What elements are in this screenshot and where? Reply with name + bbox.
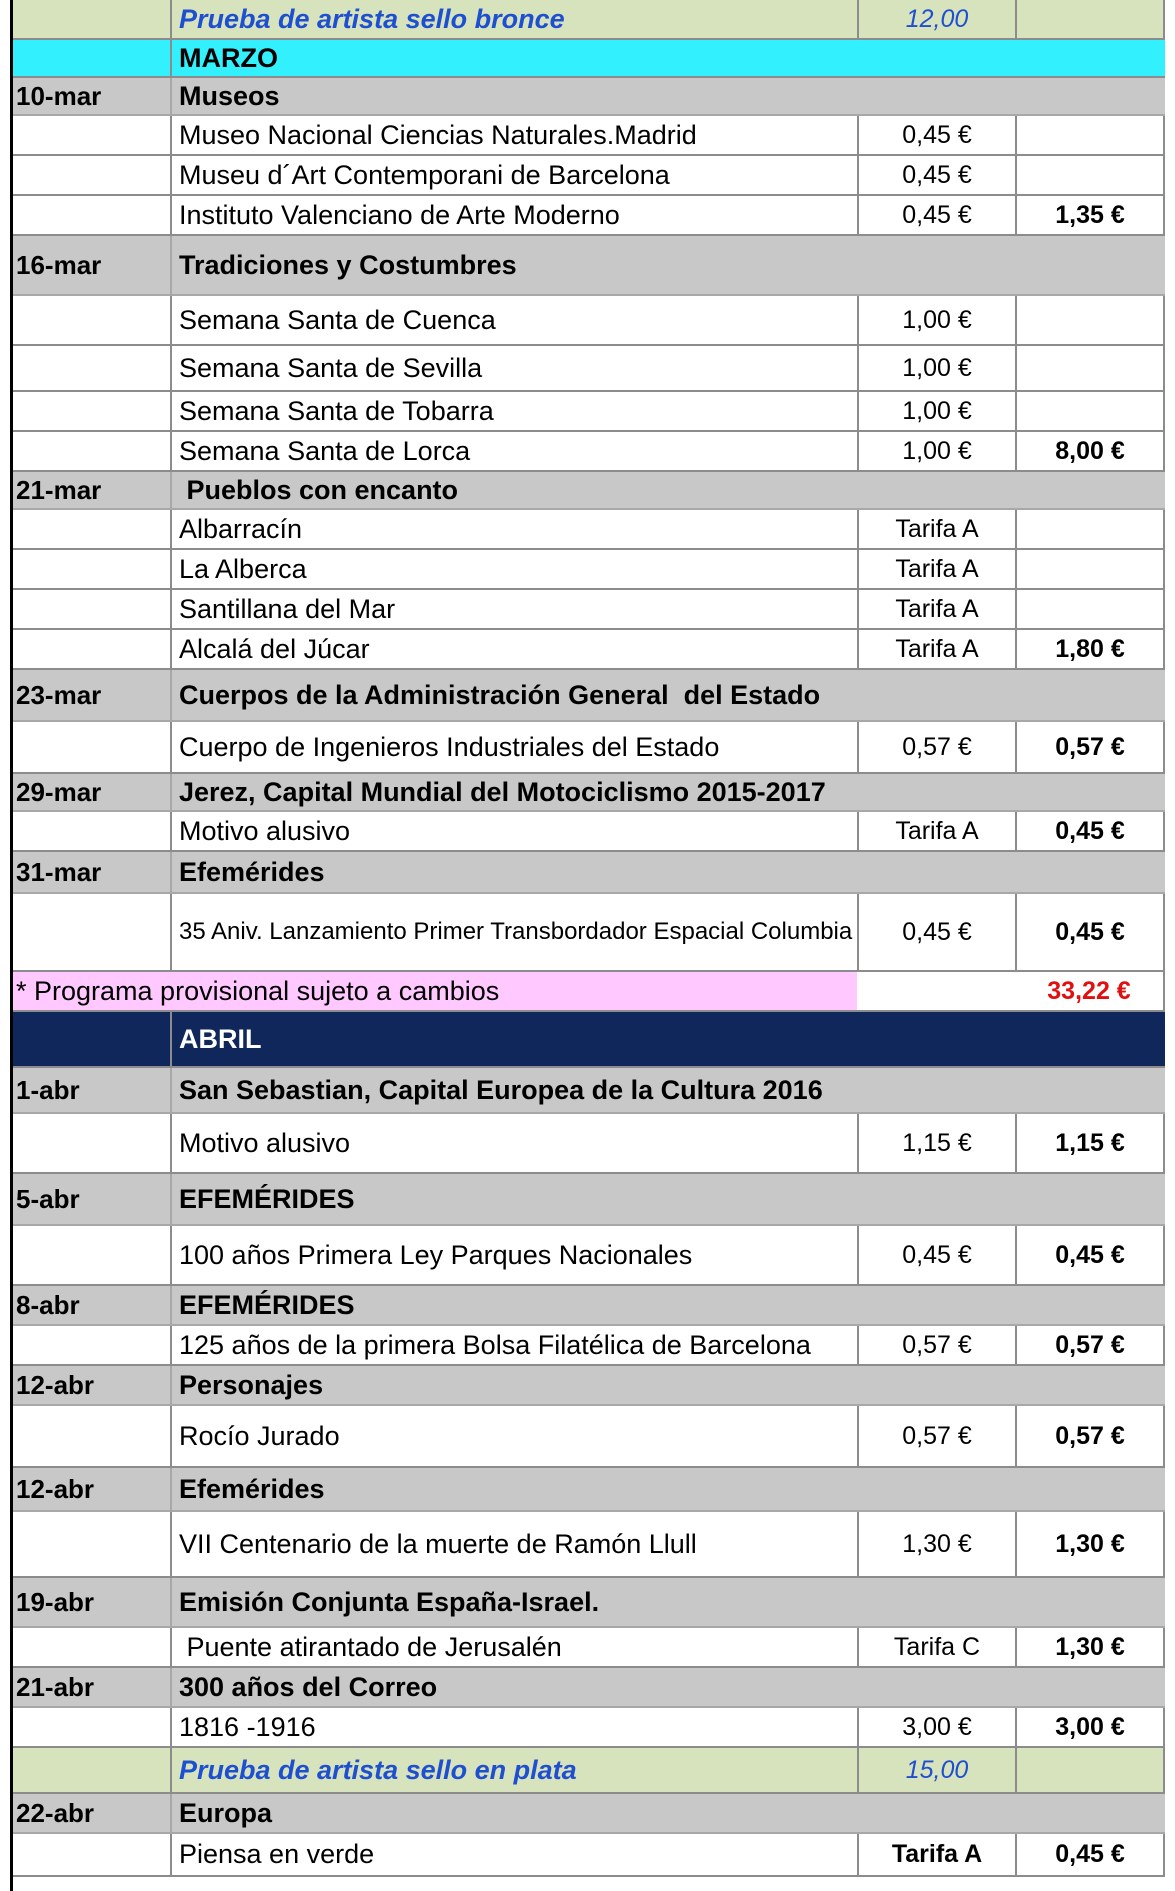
name-cell: Motivo alusivo bbox=[170, 1114, 857, 1172]
total-cell: 0,45 € bbox=[1015, 1834, 1165, 1875]
date-cell: 22-abr bbox=[16, 1797, 95, 1828]
provisional-note: * Programa provisional sujeto a cambios bbox=[10, 972, 857, 1010]
table-row bbox=[10, 550, 1165, 590]
name-cell: 100 años Primera Ley Parques Nacionales bbox=[170, 1226, 857, 1284]
name-cell: EFEMÉRIDES bbox=[170, 1174, 857, 1224]
name-cell: Semana Santa de Cuenca bbox=[170, 296, 857, 344]
name-cell: Prueba de artista sello bronce bbox=[170, 0, 857, 38]
name-cell: VII Centenario de la muerte de Ramón Llull bbox=[170, 1512, 857, 1576]
table-row bbox=[10, 812, 1165, 852]
proof-row bbox=[10, 0, 1165, 40]
section-row bbox=[10, 1366, 1165, 1406]
date-cell bbox=[10, 630, 170, 668]
date-cell bbox=[10, 1708, 170, 1746]
total-cell bbox=[1015, 1468, 1165, 1510]
price-cell bbox=[857, 1366, 1015, 1404]
date-cell bbox=[10, 40, 170, 76]
price-cell bbox=[857, 1286, 1015, 1324]
total-cell bbox=[1015, 1174, 1165, 1224]
table-row bbox=[10, 1708, 1165, 1748]
table-row bbox=[10, 196, 1165, 236]
date-cell bbox=[10, 392, 170, 430]
section-row bbox=[10, 1068, 1165, 1114]
table-row bbox=[10, 630, 1165, 670]
total-cell: 1,15 € bbox=[1015, 1114, 1165, 1172]
name-cell: Jerez, Capital Mundial del Motociclismo 2015-2017 bbox=[170, 774, 857, 810]
name-cell: Puente atirantado de Jerusalén bbox=[170, 1628, 857, 1666]
table-row bbox=[10, 1628, 1165, 1668]
price-cell bbox=[857, 1012, 1015, 1066]
total-cell bbox=[1015, 472, 1165, 508]
price-cell bbox=[857, 1794, 1015, 1832]
price-cell: 0,57 € bbox=[857, 1326, 1015, 1364]
table-row bbox=[10, 392, 1165, 432]
name-cell: Museo Nacional Ciencias Naturales.Madrid bbox=[170, 116, 857, 154]
name-cell: Tradiciones y Costumbres bbox=[170, 236, 857, 294]
table-row bbox=[10, 1512, 1165, 1578]
total-cell bbox=[1015, 40, 1165, 76]
total-cell bbox=[1015, 156, 1165, 194]
date-cell bbox=[10, 590, 170, 628]
price-cell: 15,00 bbox=[857, 1748, 1015, 1792]
total-cell bbox=[1015, 392, 1165, 430]
total-cell bbox=[1015, 78, 1165, 114]
name-cell: 35 Aniv. Lanzamiento Primer Transbordador Espacial Columbia bbox=[170, 894, 857, 970]
price-cell bbox=[857, 236, 1015, 294]
name-cell: Emisión Conjunta España-Israel. bbox=[170, 1578, 857, 1626]
total-cell: 0,57 € bbox=[1015, 1326, 1165, 1364]
total-cell: 0,45 € bbox=[1015, 812, 1165, 850]
table-row bbox=[10, 894, 1165, 972]
price-cell: Tarifa A bbox=[857, 590, 1015, 628]
total-cell: 1,30 € bbox=[1015, 1628, 1165, 1666]
name-cell: Efemérides bbox=[170, 1468, 857, 1510]
table-row bbox=[10, 1406, 1165, 1468]
price-cell: 1,00 € bbox=[857, 346, 1015, 390]
grand-total: 33,22 € bbox=[1015, 972, 1165, 1010]
price-cell: 0,45 € bbox=[857, 196, 1015, 234]
proof-row bbox=[10, 1748, 1165, 1794]
name-cell: Santillana del Mar bbox=[170, 590, 857, 628]
date-cell bbox=[10, 1406, 170, 1466]
price-cell bbox=[857, 472, 1015, 508]
total-cell bbox=[1015, 0, 1165, 38]
date-cell bbox=[10, 1226, 170, 1284]
name-cell: Semana Santa de Lorca bbox=[170, 432, 857, 470]
table-row bbox=[10, 346, 1165, 392]
price-cell bbox=[857, 1668, 1015, 1706]
date-cell bbox=[10, 722, 170, 772]
total-cell bbox=[1015, 1366, 1165, 1404]
price-cell bbox=[857, 852, 1015, 892]
price-cell: 0,45 € bbox=[857, 116, 1015, 154]
name-cell: Pueblos con encanto bbox=[170, 472, 857, 508]
date-cell bbox=[10, 1834, 170, 1875]
table-row bbox=[10, 722, 1165, 774]
price-cell: 0,57 € bbox=[857, 1406, 1015, 1466]
section-row bbox=[10, 1794, 1165, 1834]
name-cell: Prueba de artista sello en plata bbox=[170, 1748, 857, 1792]
total-cell bbox=[1015, 852, 1165, 892]
price-cell: Tarifa A bbox=[857, 1834, 1015, 1875]
date-cell bbox=[10, 1512, 170, 1576]
section-row bbox=[10, 1578, 1165, 1628]
month-header-row bbox=[10, 1012, 1165, 1068]
table-row bbox=[10, 1114, 1165, 1174]
date-cell bbox=[10, 812, 170, 850]
month-header-row bbox=[10, 40, 1165, 78]
name-cell: ABRIL bbox=[170, 1012, 857, 1066]
name-cell: Museos bbox=[170, 78, 857, 114]
total-cell bbox=[1015, 1286, 1165, 1324]
date-cell bbox=[10, 116, 170, 154]
total-cell bbox=[1015, 236, 1165, 294]
table-row bbox=[10, 1834, 1165, 1877]
date-cell bbox=[10, 0, 170, 38]
section-row bbox=[10, 1174, 1165, 1226]
total-cell bbox=[1015, 1012, 1165, 1066]
price-cell: 0,45 € bbox=[857, 156, 1015, 194]
total-cell: 0,57 € bbox=[1015, 1406, 1165, 1466]
section-row bbox=[10, 852, 1165, 894]
price-cell bbox=[857, 1578, 1015, 1626]
price-cell: 3,00 € bbox=[857, 1708, 1015, 1746]
price-cell bbox=[857, 78, 1015, 114]
table-row bbox=[10, 1226, 1165, 1286]
name-cell: EFEMÉRIDES bbox=[170, 1286, 857, 1324]
name-cell: 125 años de la primera Bolsa Filatélica de Barcelona bbox=[170, 1326, 857, 1364]
name-cell: Semana Santa de Tobarra bbox=[170, 392, 857, 430]
date-cell: 1-abr bbox=[16, 1074, 80, 1105]
table-row bbox=[10, 590, 1165, 630]
total-cell bbox=[1015, 1748, 1165, 1792]
date-cell bbox=[10, 550, 170, 588]
section-row bbox=[10, 236, 1165, 296]
price-cell: Tarifa C bbox=[857, 1628, 1015, 1666]
price-cell bbox=[857, 670, 1015, 720]
date-cell bbox=[10, 196, 170, 234]
total-cell: 3,00 € bbox=[1015, 1708, 1165, 1746]
name-cell: La Alberca bbox=[170, 550, 857, 588]
note-row bbox=[10, 972, 1165, 1012]
total-cell bbox=[1015, 550, 1165, 588]
sheet-left-border bbox=[10, 0, 13, 1891]
price-cell bbox=[857, 1174, 1015, 1224]
total-cell bbox=[1015, 346, 1165, 390]
date-cell: 16-mar bbox=[16, 249, 102, 280]
date-cell bbox=[10, 510, 170, 548]
date-cell bbox=[10, 1628, 170, 1666]
price-cell bbox=[857, 1468, 1015, 1510]
date-cell bbox=[10, 432, 170, 470]
total-cell bbox=[1015, 1068, 1165, 1112]
date-cell bbox=[10, 346, 170, 390]
table-row bbox=[10, 432, 1165, 472]
table-row bbox=[10, 1326, 1165, 1366]
date-cell: 29-mar bbox=[16, 776, 102, 807]
section-row bbox=[10, 1668, 1165, 1708]
total-cell: 0,57 € bbox=[1015, 722, 1165, 772]
name-cell: Efemérides bbox=[170, 852, 857, 892]
name-cell: Instituto Valenciano de Arte Moderno bbox=[170, 196, 857, 234]
price-cell: 1,00 € bbox=[857, 432, 1015, 470]
date-cell bbox=[10, 296, 170, 344]
price-cell: 1,30 € bbox=[857, 1512, 1015, 1576]
price-cell: 1,00 € bbox=[857, 392, 1015, 430]
total-cell bbox=[1015, 510, 1165, 548]
date-cell: 10-mar bbox=[16, 80, 102, 111]
date-cell: 12-abr bbox=[16, 1369, 95, 1400]
price-cell: Tarifa A bbox=[857, 550, 1015, 588]
date-cell bbox=[10, 1114, 170, 1172]
price-cell: 1,00 € bbox=[857, 296, 1015, 344]
price-cell bbox=[857, 40, 1015, 76]
price-cell bbox=[857, 774, 1015, 810]
total-cell bbox=[1015, 116, 1165, 154]
name-cell: Semana Santa de Sevilla bbox=[170, 346, 857, 390]
date-cell: 8-abr bbox=[16, 1289, 80, 1320]
total-cell bbox=[1015, 774, 1165, 810]
date-cell bbox=[10, 156, 170, 194]
date-cell: 12-abr bbox=[16, 1473, 95, 1504]
date-cell: 31-mar bbox=[16, 856, 102, 887]
date-cell: 23-mar bbox=[16, 679, 102, 710]
total-cell: 0,45 € bbox=[1015, 894, 1165, 970]
total-cell bbox=[1015, 670, 1165, 720]
price-cell: 1,15 € bbox=[857, 1114, 1015, 1172]
name-cell: Museu d´Art Contemporani de Barcelona bbox=[170, 156, 857, 194]
date-cell bbox=[10, 1748, 170, 1792]
total-cell bbox=[1015, 296, 1165, 344]
name-cell: MARZO bbox=[170, 40, 857, 76]
price-cell: 12,00 bbox=[857, 0, 1015, 38]
total-cell: 0,45 € bbox=[1015, 1226, 1165, 1284]
total-cell bbox=[1015, 1668, 1165, 1706]
total-cell: 1,30 € bbox=[1015, 1512, 1165, 1576]
price-cell: 0,57 € bbox=[857, 722, 1015, 772]
date-cell bbox=[10, 1326, 170, 1364]
name-cell: Rocío Jurado bbox=[170, 1406, 857, 1466]
table-row bbox=[10, 116, 1165, 156]
name-cell: Albarracín bbox=[170, 510, 857, 548]
section-row bbox=[10, 670, 1165, 722]
name-cell: Cuerpos de la Administración General del Estado bbox=[170, 670, 857, 720]
total-cell bbox=[1015, 1794, 1165, 1832]
name-cell: Piensa en verde bbox=[170, 1834, 857, 1875]
total-cell: 1,35 € bbox=[1015, 196, 1165, 234]
stamp-schedule-table bbox=[10, 0, 1165, 1877]
price-cell: 0,45 € bbox=[857, 1226, 1015, 1284]
total-cell: 1,80 € bbox=[1015, 630, 1165, 668]
section-row bbox=[10, 1468, 1165, 1512]
section-row bbox=[10, 774, 1165, 812]
section-row bbox=[10, 472, 1165, 510]
date-cell: 5-abr bbox=[16, 1183, 80, 1214]
name-cell: 300 años del Correo bbox=[170, 1668, 857, 1706]
name-cell: Cuerpo de Ingenieros Industriales del Estado bbox=[170, 722, 857, 772]
price-cell bbox=[857, 1068, 1015, 1112]
name-cell: Europa bbox=[170, 1794, 857, 1832]
table-row bbox=[10, 156, 1165, 196]
total-cell bbox=[1015, 590, 1165, 628]
name-cell: 1816 -1916 bbox=[170, 1708, 857, 1746]
name-cell: San Sebastian, Capital Europea de la Cultura 2016 bbox=[170, 1068, 857, 1112]
table-row bbox=[10, 296, 1165, 346]
date-cell: 21-abr bbox=[16, 1671, 95, 1702]
total-cell: 8,00 € bbox=[1015, 432, 1165, 470]
name-cell: Personajes bbox=[170, 1366, 857, 1404]
price-cell: 0,45 € bbox=[857, 894, 1015, 970]
name-cell: Motivo alusivo bbox=[170, 812, 857, 850]
date-cell: 19-abr bbox=[16, 1586, 95, 1617]
date-cell: 21-mar bbox=[16, 474, 102, 505]
section-row bbox=[10, 1286, 1165, 1326]
table-row bbox=[10, 510, 1165, 550]
date-cell bbox=[10, 894, 170, 970]
price-cell: Tarifa A bbox=[857, 630, 1015, 668]
price-cell: Tarifa A bbox=[857, 812, 1015, 850]
date-cell bbox=[10, 1012, 170, 1066]
name-cell: Alcalá del Júcar bbox=[170, 630, 857, 668]
section-row bbox=[10, 78, 1165, 116]
total-cell bbox=[1015, 1578, 1165, 1626]
price-cell: Tarifa A bbox=[857, 510, 1015, 548]
